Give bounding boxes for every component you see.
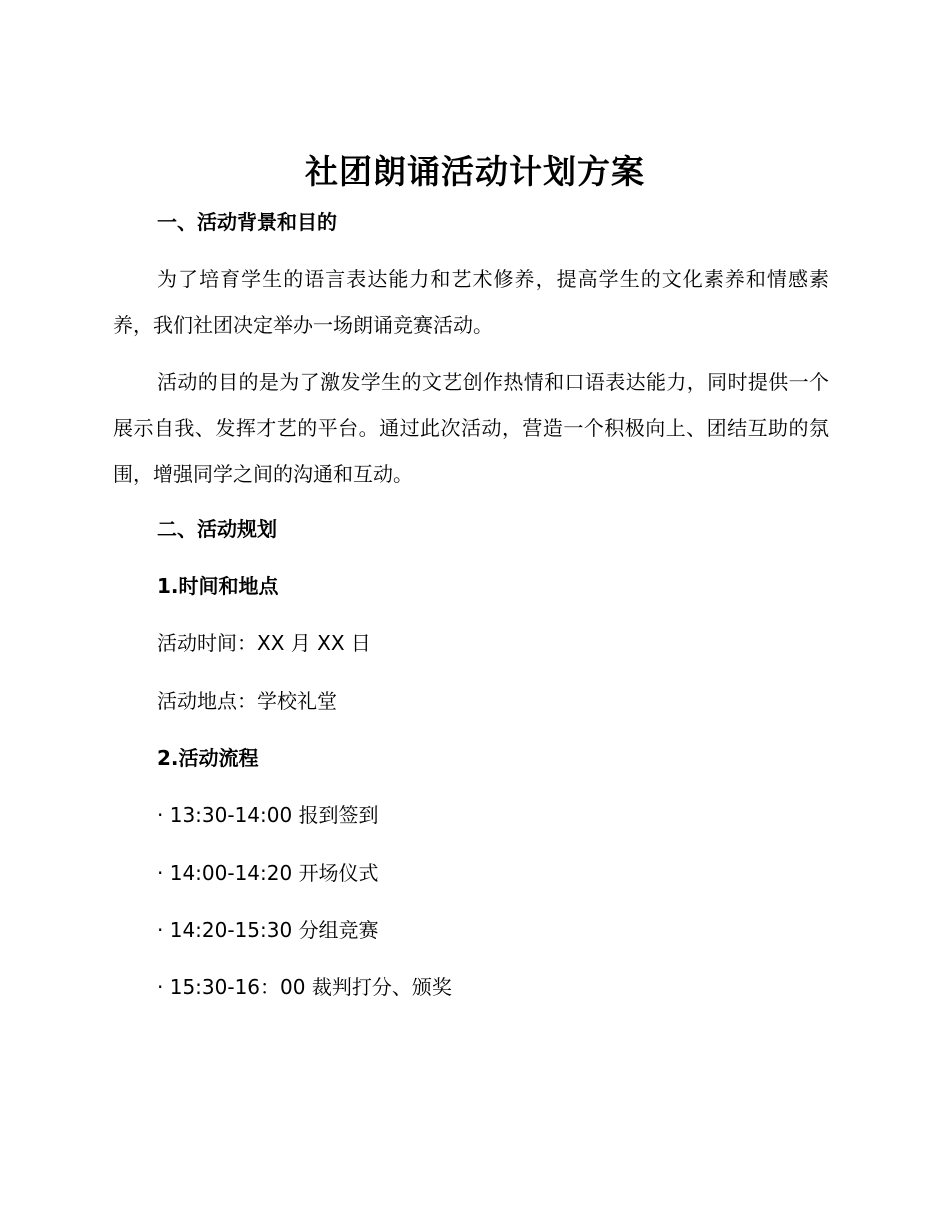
subheading-time-place: 1.时间和地点 [157,574,279,598]
schedule-item: · 13:30-14:00 报到签到 [157,803,379,827]
document-title: 社团朗诵活动计划方案 [305,152,645,191]
section-heading-plan: 二、活动规划 [157,517,277,541]
paragraph-purpose: 活动的目的是为了激发学生的文艺创作热情和口语表达能力，同时提供一个展示自我、发挥才艺的平台。通过此次活动，营造一个积极向上、团结互助的氛围，增强同学之间的沟通和互动。 [113,370,829,486]
schedule-item: · 14:20-15:30 分组竞赛 [157,918,379,942]
activity-time: 活动时间：XX 月 XX 日 [157,631,371,655]
activity-place: 活动地点：学校礼堂 [157,689,337,713]
paragraph-background: 为了培育学生的语言表达能力和艺术修养，提高学生的文化素养和情感素养，我们社团决定举办一场朗诵竞赛活动。 [113,267,829,337]
subheading-schedule: 2.活动流程 [157,746,259,770]
schedule-item: · 14:00-14:20 开场仪式 [157,861,379,885]
schedule-item: · 15:30-16：00 裁判打分、颁奖 [157,975,452,999]
section-heading-background: 一、活动背景和目的 [157,210,337,234]
